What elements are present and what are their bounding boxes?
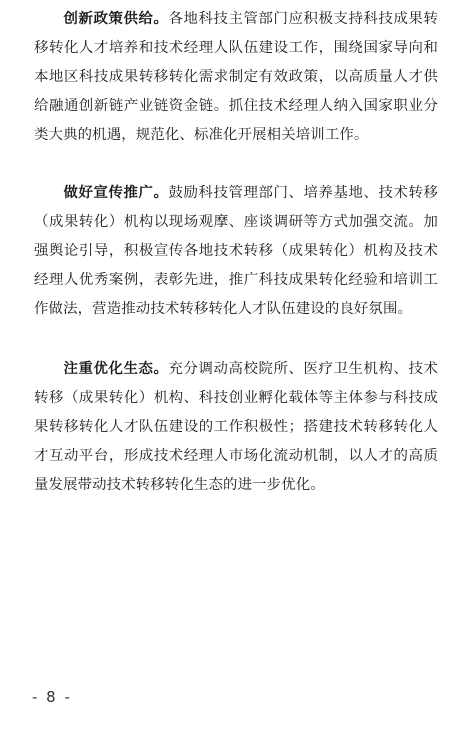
paragraph-policy-supply [34,4,438,150]
paragraph-body: 充分调动高校院所、医疗卫生机构、技术转移（成果转化）机构、科技创业孵化载体等主体参与科技成果转移转化人才队伍建设的工作积极性；搭建技术转移转化人才互动平台，形成技术经理人市场化流动机制，以人才的高质量发展带动技术转移转化生态的进一步优化。 [34,361,439,493]
paragraph-body: 鼓励科技管理部门、培养基地、技术转移（成果转化）机构以现场观摩、座谈调研等方式加强交流。加强舆论引导，积极宣传各地技术转移（成果转化）机构及技术经理人优秀案例，表彰先进，推广科技成果转化经验和培训工作做法，营造推动技术转移转化人才队伍建设的良好氛围。 [34,185,439,317]
paragraph-heading: 做好宣传推广。 [63,184,169,201]
paragraph-body: 各地科技主管部门应积极支持科技成果转移转化人才培养和技术经理人队伍建设工作，围绕国家导向和本地区科技成果转移转化需求制定有效政策，以高质量人才供给融通创新链产业链资金链。抓住技术经理人纳入国家职业分类大典的机遇，规范化、标准化开展相关培训工作。 [34,11,439,143]
paragraph-heading: 创新政策供给。 [63,10,169,27]
paragraph-publicity-promotion [34,178,438,324]
paragraph-heading: 注重优化生态。 [63,360,169,377]
paragraph-ecosystem-optimization [34,354,438,500]
page-number: - 8 - [32,688,72,706]
